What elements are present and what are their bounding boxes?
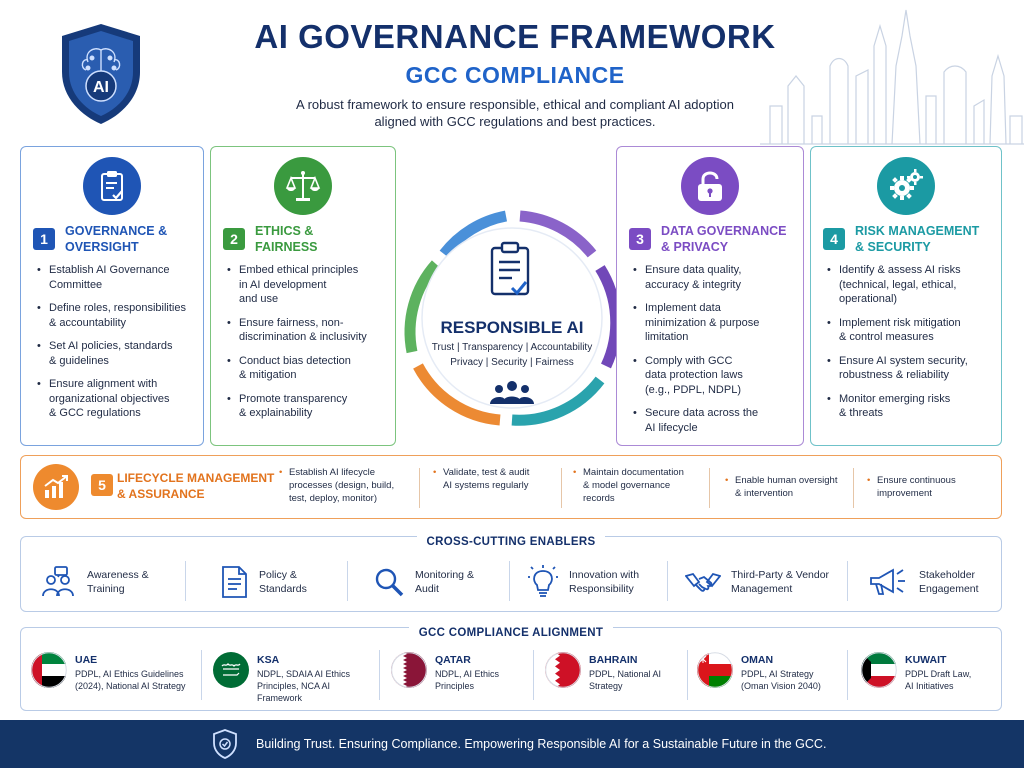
gears-icon [877,157,935,215]
list-item: • Ensure data quality, accuracy & integrity [633,263,795,292]
enabler-third-party [685,559,829,605]
list-item: • Ensure AI system security, robustness & reliability [827,354,993,383]
cross-cutting-enablers-panel [20,536,1002,612]
enabler-innovation [527,559,639,605]
pillar-data-governance-header [629,219,795,259]
lifecycle-title [117,470,287,502]
divider [667,561,668,601]
lifecycle-number: 5 [91,474,113,496]
pillar-title [65,223,167,255]
country-name: BAHRAIN [589,654,638,666]
enabler-label: Innovation with Responsibility [569,569,640,595]
enabler-label: Monitoring & Audit [415,569,474,595]
country-desc: PDPL, AI Ethics Guidelines (2024), National AI Strategy [75,669,186,691]
growth-chart-icon [33,464,79,510]
enabler-policy-standards [219,559,307,605]
list-item: • Monitor emerging risks & threats [827,392,993,421]
list-item: • Comply with GCC data protection laws (e.g., PDPL, NDPL) [633,354,795,398]
clipboard-check-icon [83,157,141,215]
country-uae [31,650,191,706]
bahrain-flag-icon [545,652,581,688]
section-label: GCC COMPLIANCE ALIGNMENT [21,627,1001,639]
pillar-title [661,223,786,255]
country-name: OMAN [741,654,774,666]
balance-scale-icon [274,157,332,215]
oman-flag-icon [697,652,733,688]
country-name: KUWAIT [905,654,947,666]
divider [709,468,710,508]
list-item: • Implement data minimization & purpose limitation [633,301,795,345]
enabler-awareness-training [41,559,149,605]
list-item: • Establish AI Governance Committee [37,263,195,292]
city-skyline-icon [760,6,1024,146]
pillar-title [855,223,979,255]
country-qatar [391,650,541,706]
list-item: • Promote transparency & explainability [227,392,387,421]
pillar-title-line-1: DATA GOVERNANCE [661,224,787,238]
list-item: • Secure data across the AI lifecycle [633,406,795,435]
divider [687,650,688,700]
pillar-governance-list [37,263,195,430]
list-item: • Establish AI lifecycle processes (design, build, test, deploy, monitor) [279,466,394,505]
pillar-number: 4 [823,228,845,250]
list-item: • Ensure alignment with organizational objectives & GCC regulations [37,377,195,421]
list-item: • Conduct bias detection & mitigation [227,354,387,383]
pillar-governance-card [20,146,204,446]
pillar-title-line-2: OVERSIGHT [65,240,139,254]
pillar-risk-list [827,263,993,430]
list-item: • Maintain documentation & model governance records [573,466,684,505]
pillar-number: 3 [629,228,651,250]
list-item: • Ensure continuous improvement [867,474,956,500]
shield-badge-text: AI [93,79,109,96]
kuwait-flag-icon [861,652,897,688]
megaphone-icon [869,566,909,598]
pillar-title-line-1: RISK MANAGEMENT [855,224,980,238]
list-item: • Identify & assess AI risks (technical, legal, ethical, operational) [827,263,993,307]
shield-check-icon [212,729,238,759]
page-title: AI GOVERNANCE FRAMEWORK [254,18,776,55]
divider [201,650,202,700]
pillar-title-line-2: FAIRNESS [255,240,318,254]
divider [419,468,420,508]
pillar-title-line-1: GOVERNANCE & [65,224,168,238]
description-line-1: A robust framework to ensure responsible, ethical and compliant AI adoption [296,97,734,112]
country-oman [697,650,857,706]
divider [185,561,186,601]
country-bahrain [545,650,695,706]
country-name: QATAR [435,654,471,666]
list-item: • Define roles, responsibilities & accountability [37,301,195,330]
pillar-ethics-list [227,263,387,430]
country-name: UAE [75,654,98,666]
header [0,0,1024,140]
divider [533,650,534,700]
description-line-2: aligned with GCC regulations and best practices. [374,114,656,129]
country-kuwait [861,650,1001,706]
enabler-monitoring-audit [373,559,474,605]
pillar-number: 1 [33,228,55,250]
list-item: • Ensure fairness, non- discrimination & inclusivity [227,316,387,345]
lifecycle-panel [20,455,1002,519]
responsible-ai-title: RESPONSIBLE AI [440,318,584,337]
list-item: • Enable human oversight & intervention [725,474,837,500]
lifecycle-title-line-2: & ASSURANCE [117,487,205,501]
pillar-risk-card [810,146,1002,446]
page-description [190,96,840,130]
section-label: CROSS-CUTTING ENABLERS [21,536,1001,548]
pillar-governance-header [33,219,195,259]
page-subtitle: GCC COMPLIANCE [405,62,625,88]
ksa-flag-icon [213,652,249,688]
lifecycle-title-line-1: LIFECYCLE MANAGEMENT [117,471,275,485]
pillar-data-governance-list [633,263,795,444]
country-desc: PDPL Draft Law, AI Initiatives [905,669,972,691]
country-desc: PDPL, AI Strategy (Oman Vision 2040) [741,669,821,691]
divider [561,468,562,508]
divider [379,650,380,700]
enabler-label: Awareness & Training [87,569,149,595]
gcc-compliance-panel [20,627,1002,711]
divider [853,468,854,508]
country-name: KSA [257,654,280,666]
country-ksa [213,650,373,706]
list-item: • Embed ethical principles in AI development and use [227,263,387,307]
pillar-number: 2 [223,228,245,250]
document-icon [219,565,249,599]
handshake-icon [685,568,721,596]
pillar-risk-header [823,219,993,259]
enabler-stakeholder [869,559,979,605]
magnifier-icon [373,566,405,598]
responsible-ai-text [396,196,628,440]
qatar-flag-icon [391,652,427,688]
footer-banner [0,720,1024,768]
list-item: • Set AI policies, standards & guidelines [37,339,195,368]
divider [347,561,348,601]
list-item: • Validate, test & audit AI systems regularly [433,466,529,492]
pillar-title-line-2: & PRIVACY [661,240,729,254]
enabler-label: Third-Party & Vendor Management [731,569,830,595]
people-training-icon [41,566,77,598]
responsible-ai-values-line-1: Trust | Transparency | Accountability [431,342,593,353]
pillar-title [255,223,318,255]
pillar-ethics-header [223,219,387,259]
divider [847,561,848,601]
ai-shield-logo-icon [58,22,144,126]
enabler-label: Policy & Standards [259,569,307,595]
lightbulb-icon [527,565,559,599]
country-desc: PDPL, National AI Strategy [589,669,662,691]
country-desc: NDPL, AI Ethics Principles [435,669,500,691]
divider [847,650,848,700]
pillar-title-line-2: & SECURITY [855,240,931,254]
enabler-label: Stakeholder Engagement [919,569,979,595]
pillar-ethics-card [210,146,396,446]
country-desc: NDPL, SDAIA AI Ethics Principles, NCA AI Framework [257,669,351,703]
footer-text: Building Trust. Ensuring Compliance. Empowering Responsible AI for a Sustainable Future in the GCC. [256,737,827,751]
list-item: • Implement risk mitigation & control measures [827,316,993,345]
pillar-title-line-1: ETHICS & [255,224,314,238]
responsible-ai-values-line-2: Privacy | Security | Fairness [450,357,574,368]
uae-flag-icon [31,652,67,688]
divider [509,561,510,601]
padlock-icon [681,157,739,215]
pillar-data-governance-card [616,146,804,446]
